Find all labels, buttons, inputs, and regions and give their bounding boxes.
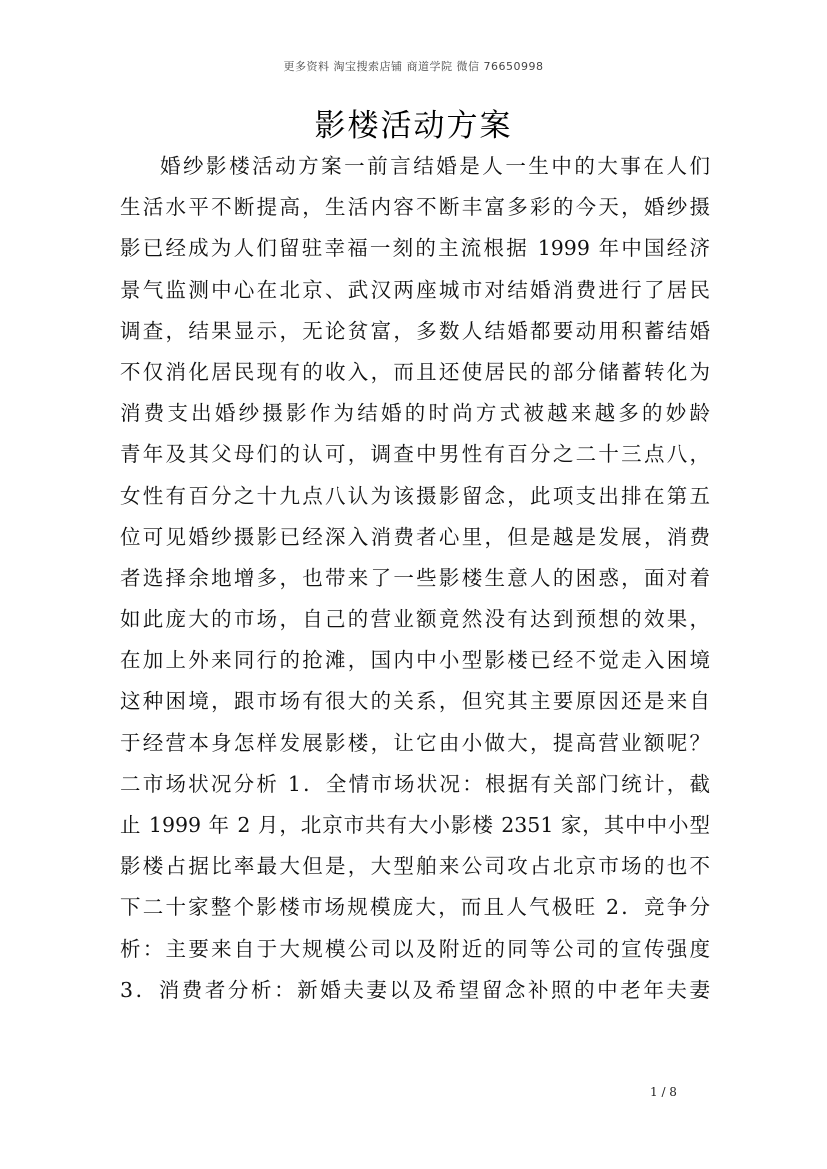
page-number: 1 / 8 [650, 1085, 677, 1099]
body-line: 生活水平不断提高，生活内容不断丰富多彩的今天，婚纱摄 [120, 195, 710, 220]
document-title: 影楼活动方案 [314, 108, 513, 144]
header-note: 更多资料 淘宝搜索店铺 商道学院 微信 76650998 [283, 60, 544, 73]
body-line: 析：主要来自于大规模公司以及附近的同等公司的宣传强度 [120, 936, 710, 961]
body-line: 消费支出婚纱摄影作为结婚的时尚方式被越来越多的妙龄 [120, 401, 710, 426]
body-line: 这种困境，跟市场有很大的关系，但究其主要原因还是来自 [120, 689, 710, 714]
body-line: 于经营本身怎样发展影楼，让它由小做大，提高营业额呢？ [120, 730, 710, 755]
body-line: 位可见婚纱摄影已经深入消费者心里，但是越是发展，消费 [120, 524, 710, 549]
body-line: 女性有百分之十九点八认为该摄影留念，此项支出排在第五 [120, 483, 710, 508]
body-line: 止 1999 年 2 月，北京市共有大小影楼 2351 家，其中中小型 [120, 813, 710, 837]
body-line: 下二十家整个影楼市场规模庞大，而且人气极旺 2．竞争分 [120, 895, 710, 920]
body-line: 景气监测中心在北京、武汉两座城市对结婚消费进行了居民 [120, 277, 710, 302]
body-line: 不仅消化居民现有的收入，而且还使居民的部分储蓄转化为 [120, 359, 710, 384]
body-line: 调查，结果显示，无论贫富，多数人结婚都要动用积蓄结婚 [120, 318, 710, 343]
body-line: 影已经成为人们留驻幸福一刻的主流根据 1999 年中国经济 [120, 236, 710, 261]
body-line: 如此庞大的市场，自己的营业额竟然没有达到预想的效果， [120, 607, 710, 632]
body-line: 青年及其父母们的认可，调查中男性有百分之二十三点八， [120, 442, 710, 467]
body-line: 婚纱影楼活动方案一前言结婚是人一生中的大事在人们 [160, 154, 710, 178]
body-line: 影楼占据比率最大但是，大型舶来公司攻占北京市场的也不 [120, 854, 710, 879]
body-text [120, 146, 710, 1011]
body-line: 者选择余地增多，也带来了一些影楼生意人的困惑，面对着 [120, 565, 710, 590]
body-line: 二市场状况分析 1．全情市场状况：根据有关部门统计，截 [120, 771, 710, 796]
body-line: 在加上外来同行的抢滩，国内中小型影楼已经不觉走入困境 [120, 648, 710, 673]
body-line: 3．消费者分析：新婚夫妻以及希望留念补照的中老年夫妻 [120, 977, 710, 1002]
